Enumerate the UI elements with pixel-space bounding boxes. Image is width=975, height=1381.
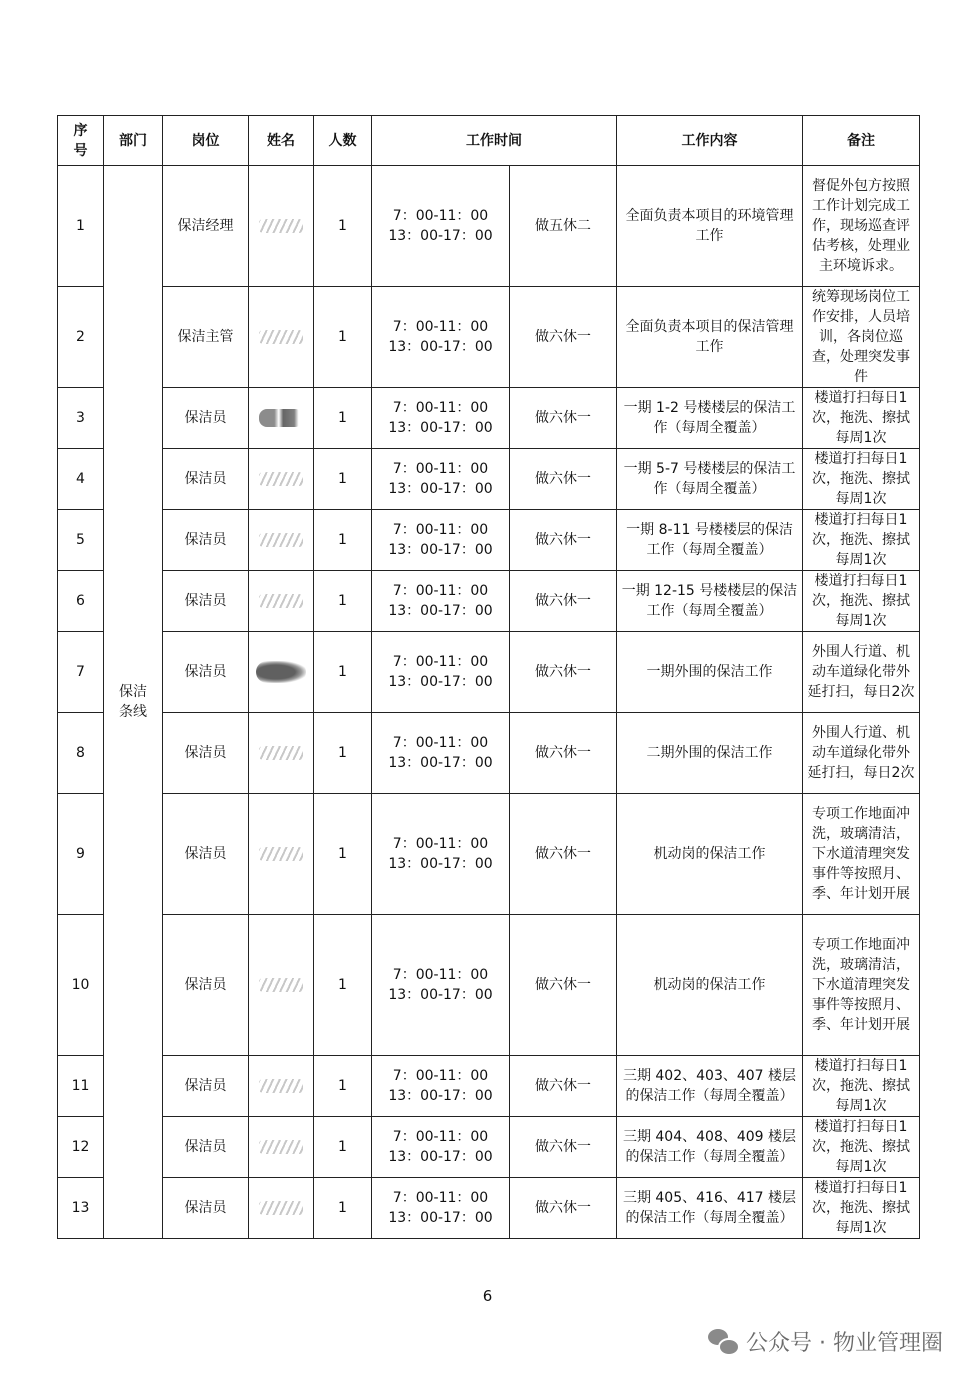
row-count: 1 — [314, 713, 372, 794]
wechat-icon — [708, 1329, 738, 1355]
row-schedule: 做六休一 — [510, 449, 617, 510]
header-row — [58, 116, 920, 166]
header-content: 工作内容 — [617, 116, 803, 166]
row-count: 1 — [314, 510, 372, 571]
row-remark: 专项工作地面冲洗，玻璃清洁，下水道清理突发事件等按照月、季、年计划开展 — [803, 915, 920, 1056]
row-remark: 督促外包方按照工作计划完成工作，现场巡查评估考核，处理业主环境诉求。 — [803, 166, 920, 287]
row-time: 7：00-11：00 13：00-17：00 — [372, 632, 510, 713]
row-schedule: 做六休一 — [510, 287, 617, 388]
redacted-name-mark — [259, 1079, 303, 1093]
row-post: 保洁员 — [163, 510, 249, 571]
row-content: 机动岗的保洁工作 — [617, 794, 803, 915]
header-dept: 部门 — [104, 116, 163, 166]
row-content: 全面负责本项目的保洁管理工作 — [617, 287, 803, 388]
header-count: 人数 — [314, 116, 372, 166]
table-row — [58, 166, 920, 287]
redacted-name-mark — [259, 847, 303, 861]
row-time: 7：00-11：00 13：00-17：00 — [372, 287, 510, 388]
row-name-redacted — [249, 794, 314, 915]
row-content: 一期外围的保洁工作 — [617, 632, 803, 713]
table-row — [58, 1056, 920, 1117]
row-remark: 统筹现场岗位工作安排，人员培训，各岗位巡查，处理突发事件 — [803, 287, 920, 388]
row-post: 保洁员 — [163, 915, 249, 1056]
row-name-redacted — [249, 388, 314, 449]
row-name-redacted — [249, 166, 314, 287]
row-count: 1 — [314, 166, 372, 287]
row-post: 保洁员 — [163, 571, 249, 632]
row-content: 一期 1-2 号楼楼层的保洁工作（每周全覆盖） — [617, 388, 803, 449]
row-post: 保洁员 — [163, 794, 249, 915]
row-content: 三期 405、416、417 楼层的保洁工作（每周全覆盖） — [617, 1178, 803, 1239]
row-content: 三期 402、403、407 楼层的保洁工作（每周全覆盖） — [617, 1056, 803, 1117]
row-count: 1 — [314, 915, 372, 1056]
row-seq: 3 — [58, 388, 104, 449]
table-row — [58, 1178, 920, 1239]
row-time: 7：00-11：00 13：00-17：00 — [372, 915, 510, 1056]
row-count: 1 — [314, 1117, 372, 1178]
row-name-redacted — [249, 1056, 314, 1117]
row-post: 保洁经理 — [163, 166, 249, 287]
row-time: 7：00-11：00 13：00-17：00 — [372, 713, 510, 794]
row-content: 三期 404、408、409 楼层的保洁工作（每周全覆盖） — [617, 1117, 803, 1178]
row-time: 7：00-11：00 13：00-17：00 — [372, 449, 510, 510]
header-seq: 序 号 — [58, 116, 104, 166]
department-cell: 保洁 条线 — [104, 166, 163, 1239]
row-time: 7：00-11：00 13：00-17：00 — [372, 794, 510, 915]
header-post: 岗位 — [163, 116, 249, 166]
row-time: 7：00-11：00 13：00-17：00 — [372, 571, 510, 632]
redacted-name-mark — [259, 330, 303, 344]
table-row — [58, 287, 920, 388]
row-seq: 7 — [58, 632, 104, 713]
row-post: 保洁员 — [163, 1178, 249, 1239]
row-name-redacted — [249, 287, 314, 388]
redacted-name-mark — [259, 746, 303, 760]
header-time: 工作时间 — [372, 116, 617, 166]
row-post: 保洁员 — [163, 449, 249, 510]
redacted-name-mark — [259, 219, 303, 233]
redacted-name-mark — [259, 978, 303, 992]
row-name-redacted — [249, 571, 314, 632]
row-count: 1 — [314, 1178, 372, 1239]
redacted-name-mark — [259, 409, 303, 427]
row-remark: 楼道打扫每日1次，拖洗、擦拭每周1次 — [803, 1178, 920, 1239]
row-count: 1 — [314, 287, 372, 388]
row-name-redacted — [249, 510, 314, 571]
row-count: 1 — [314, 449, 372, 510]
row-seq: 4 — [58, 449, 104, 510]
row-name-redacted — [249, 1178, 314, 1239]
row-time: 7：00-11：00 13：00-17：00 — [372, 166, 510, 287]
row-remark: 楼道打扫每日1次，拖洗、擦拭每周1次 — [803, 1056, 920, 1117]
redacted-name-mark — [256, 661, 306, 683]
page-number: 6 — [482, 1287, 493, 1305]
row-seq: 1 — [58, 166, 104, 287]
row-time: 7：00-11：00 13：00-17：00 — [372, 1056, 510, 1117]
row-schedule: 做五休二 — [510, 166, 617, 287]
row-time: 7：00-11：00 13：00-17：00 — [372, 1178, 510, 1239]
row-schedule: 做六休一 — [510, 1056, 617, 1117]
table-row — [58, 510, 920, 571]
redacted-name-mark — [259, 533, 303, 547]
row-post: 保洁员 — [163, 713, 249, 794]
row-count: 1 — [314, 1056, 372, 1117]
row-post: 保洁员 — [163, 1056, 249, 1117]
row-seq: 12 — [58, 1117, 104, 1178]
header-name: 姓名 — [249, 116, 314, 166]
table-row — [58, 449, 920, 510]
row-post: 保洁主管 — [163, 287, 249, 388]
redacted-name-mark — [259, 472, 303, 486]
row-remark: 楼道打扫每日1次，拖洗、擦拭每周1次 — [803, 510, 920, 571]
table-row — [58, 388, 920, 449]
row-time: 7：00-11：00 13：00-17：00 — [372, 510, 510, 571]
row-name-redacted — [249, 915, 314, 1056]
row-remark: 楼道打扫每日1次，拖洗、擦拭每周1次 — [803, 449, 920, 510]
row-seq: 8 — [58, 713, 104, 794]
row-time: 7：00-11：00 13：00-17：00 — [372, 388, 510, 449]
row-schedule: 做六休一 — [510, 510, 617, 571]
row-seq: 11 — [58, 1056, 104, 1117]
row-content: 一期 8-11 号楼楼层的保洁工作（每周全覆盖） — [617, 510, 803, 571]
redacted-name-mark — [259, 594, 303, 608]
row-count: 1 — [314, 571, 372, 632]
row-name-redacted — [249, 1117, 314, 1178]
row-count: 1 — [314, 794, 372, 915]
table-row — [58, 915, 920, 1056]
row-schedule: 做六休一 — [510, 632, 617, 713]
row-seq: 2 — [58, 287, 104, 388]
row-seq: 5 — [58, 510, 104, 571]
table-row — [58, 794, 920, 915]
header-remark: 备注 — [803, 116, 920, 166]
row-remark: 楼道打扫每日1次，拖洗、擦拭每周1次 — [803, 571, 920, 632]
row-post: 保洁员 — [163, 388, 249, 449]
row-name-redacted — [249, 713, 314, 794]
watermark — [708, 1326, 943, 1357]
row-count: 1 — [314, 632, 372, 713]
row-schedule: 做六休一 — [510, 571, 617, 632]
row-schedule: 做六休一 — [510, 1178, 617, 1239]
row-schedule: 做六休一 — [510, 713, 617, 794]
row-remark: 楼道打扫每日1次，拖洗、擦拭每周1次 — [803, 1117, 920, 1178]
row-seq: 9 — [58, 794, 104, 915]
row-content: 机动岗的保洁工作 — [617, 915, 803, 1056]
redacted-name-mark — [259, 1140, 303, 1154]
row-post: 保洁员 — [163, 1117, 249, 1178]
row-remark: 外围人行道、机动车道绿化带外延打扫，每日2次 — [803, 632, 920, 713]
row-name-redacted — [249, 449, 314, 510]
row-content: 一期 5-7 号楼楼层的保洁工作（每周全覆盖） — [617, 449, 803, 510]
staff-schedule-table — [57, 115, 920, 1239]
row-schedule: 做六休一 — [510, 1117, 617, 1178]
row-remark: 外围人行道、机动车道绿化带外延打扫，每日2次 — [803, 713, 920, 794]
row-schedule: 做六休一 — [510, 794, 617, 915]
table-row — [58, 713, 920, 794]
row-count: 1 — [314, 388, 372, 449]
row-remark: 楼道打扫每日1次，拖洗、擦拭每周1次 — [803, 388, 920, 449]
row-content: 二期外围的保洁工作 — [617, 713, 803, 794]
row-seq: 6 — [58, 571, 104, 632]
redacted-name-mark — [259, 1201, 303, 1215]
table-row — [58, 1117, 920, 1178]
table-row — [58, 632, 920, 713]
row-content: 全面负责本项目的环境管理工作 — [617, 166, 803, 287]
row-post: 保洁员 — [163, 632, 249, 713]
row-seq: 10 — [58, 915, 104, 1056]
row-name-redacted — [249, 632, 314, 713]
row-content: 一期 12-15 号楼楼层的保洁工作（每周全覆盖） — [617, 571, 803, 632]
table-row — [58, 571, 920, 632]
row-seq: 13 — [58, 1178, 104, 1239]
row-schedule: 做六休一 — [510, 915, 617, 1056]
watermark-text: 公众号 · 物业管理圈 — [746, 1331, 943, 1356]
row-schedule: 做六休一 — [510, 388, 617, 449]
row-remark: 专项工作地面冲洗，玻璃清洁，下水道清理突发事件等按照月、季、年计划开展 — [803, 794, 920, 915]
row-time: 7：00-11：00 13：00-17：00 — [372, 1117, 510, 1178]
